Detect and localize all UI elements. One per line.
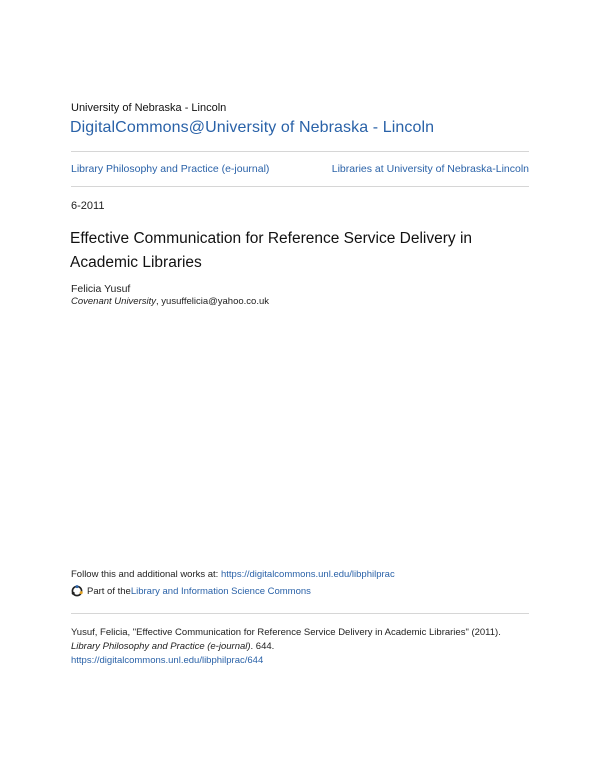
citation-number: . 644. <box>250 641 275 652</box>
author-affiliation <box>71 296 269 307</box>
follow-text: Follow this and additional works at: <box>71 569 221 580</box>
author-email: , yusuffelicia@yahoo.co.uk <box>156 296 269 307</box>
follow-link[interactable]: https://digitalcommons.unl.edu/libphilprac <box>220 569 395 580</box>
divider <box>71 613 529 614</box>
divider <box>71 151 529 152</box>
citation-journal-line <box>71 640 531 654</box>
citation-url-link[interactable]: https://digitalcommons.unl.edu/libphilprac/644 <box>71 655 264 666</box>
commons-link[interactable]: Library and Information Science Commons <box>130 585 311 597</box>
publication-date: 6-2011 <box>71 200 105 212</box>
follow-line <box>71 569 395 580</box>
part-of-text: Part of the <box>87 585 131 597</box>
institution-name: University of Nebraska - Lincoln <box>71 102 227 114</box>
divider <box>71 186 529 187</box>
citation-journal: Library Philosophy and Practice (e-journal) <box>71 641 251 652</box>
libraries-link[interactable]: Libraries at University of Nebraska-Lincoln <box>331 163 529 175</box>
part-of-line <box>71 585 311 597</box>
author-name: Felicia Yusuf <box>71 283 131 295</box>
citation-line: Yusuf, Felicia, "Effective Communication for Reference Service Delivery in Academic Libraries" (2011). <box>71 627 501 638</box>
recommended-citation <box>71 626 531 668</box>
repository-title-link[interactable]: DigitalCommons@University of Nebraska - Lincoln <box>70 119 435 136</box>
journal-link[interactable]: Library Philosophy and Practice (e-journal) <box>71 163 270 175</box>
commons-network-icon <box>71 585 83 597</box>
article-title: Effective Communication for Reference Service Delivery in Academic Libraries <box>70 230 473 271</box>
affiliation-name: Covenant University <box>71 296 157 307</box>
